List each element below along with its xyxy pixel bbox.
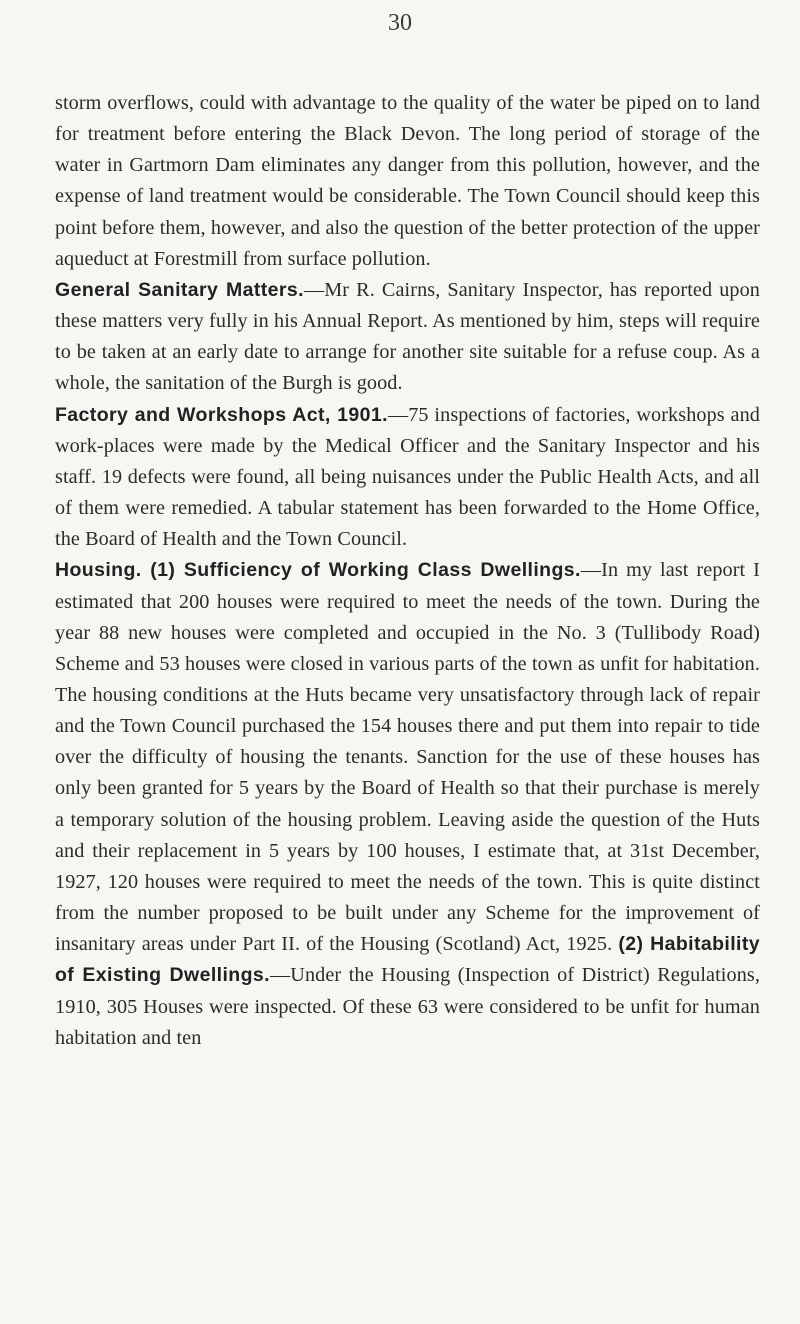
paragraph-body: —Mr R. Cairns, Sanitary Inspector, has reported upon these matters very fully in his Annual Report. As mentioned by him, steps will require to be taken at an early date to arrange for another site suitable for a refuse coup. As a whole, the sanitation of the Burgh is good. — [55, 278, 760, 395]
paragraph-body-continued: —Under the Housing (Inspection of District) Regulations, 1910, 305 Houses were inspected. Of these 63 were considered to be unfit for human habitation and ten — [55, 964, 760, 1049]
page-number: 30 — [388, 10, 412, 36]
subsection-heading: (2) Habitability of Existing Dwellings. — [55, 933, 761, 987]
report-text — [55, 88, 760, 1054]
paragraph-housing — [55, 555, 760, 1054]
section-heading: General Sanitary Matters. — [55, 278, 304, 301]
paragraph-storm-overflows — [55, 88, 760, 275]
section-heading: Housing. (1) Sufficiency of Working Class Dwellings. — [55, 559, 581, 582]
paragraph-body: storm overflows, could with advantage to the quality of the water be piped on to land for treatment before entering the Black Devon. The long period of storage of the water in Gartmorn Dam eliminates any danger from this pollution, however, and the expense of land treatment would be considerable. The Town Council should keep this point before them, however, and also the question of the better protection of the upper aqueduct at Forestmill from surface pollution. — [55, 92, 760, 270]
paragraph-body: —In my last report I estimated that 200 houses were required to meet the needs of the town. During the year 88 new houses were completed and occupied in the No. 3 (Tullibody Road) Scheme and 53 houses were closed in various parts of the town as unfit for habitation. The housing conditions at the Huts became very unsatisfactory through lack of repair and the Town Council purchased the 154 houses there and put them into repair to tide over the difficulty of housing the tenants. Sanction for the use of these houses has only been granted for 5 years by the Board of Health so that their purchase is merely a temporary solution of the housing problem. Leaving aside the question of the Huts and their replacement in 5 years by 100 houses, I estimate that, at 31st December, 1927, 120 houses were required to meet the needs of the town. This is quite distinct from the number proposed to be built under any Scheme for the improvement of insanitary areas under Part II. of the Housing (Scotland) Act, 1925. — [55, 559, 761, 956]
section-heading: Factory and Workshops Act, 1901. — [55, 403, 388, 426]
paragraph-body: —75 inspections of factories, workshops and work-places were made by the Medical Officer and the Sanitary Inspector and his staff. 19 defects were found, all being nuisances under the Public Health Acts, and all of them were remedied. A tabular statement has been forwarded to the Home Office, the Board of Health and the Town Council. — [55, 403, 760, 551]
paragraph-general-sanitary-matters — [55, 275, 760, 400]
paragraph-factory-workshops-act — [55, 400, 760, 556]
